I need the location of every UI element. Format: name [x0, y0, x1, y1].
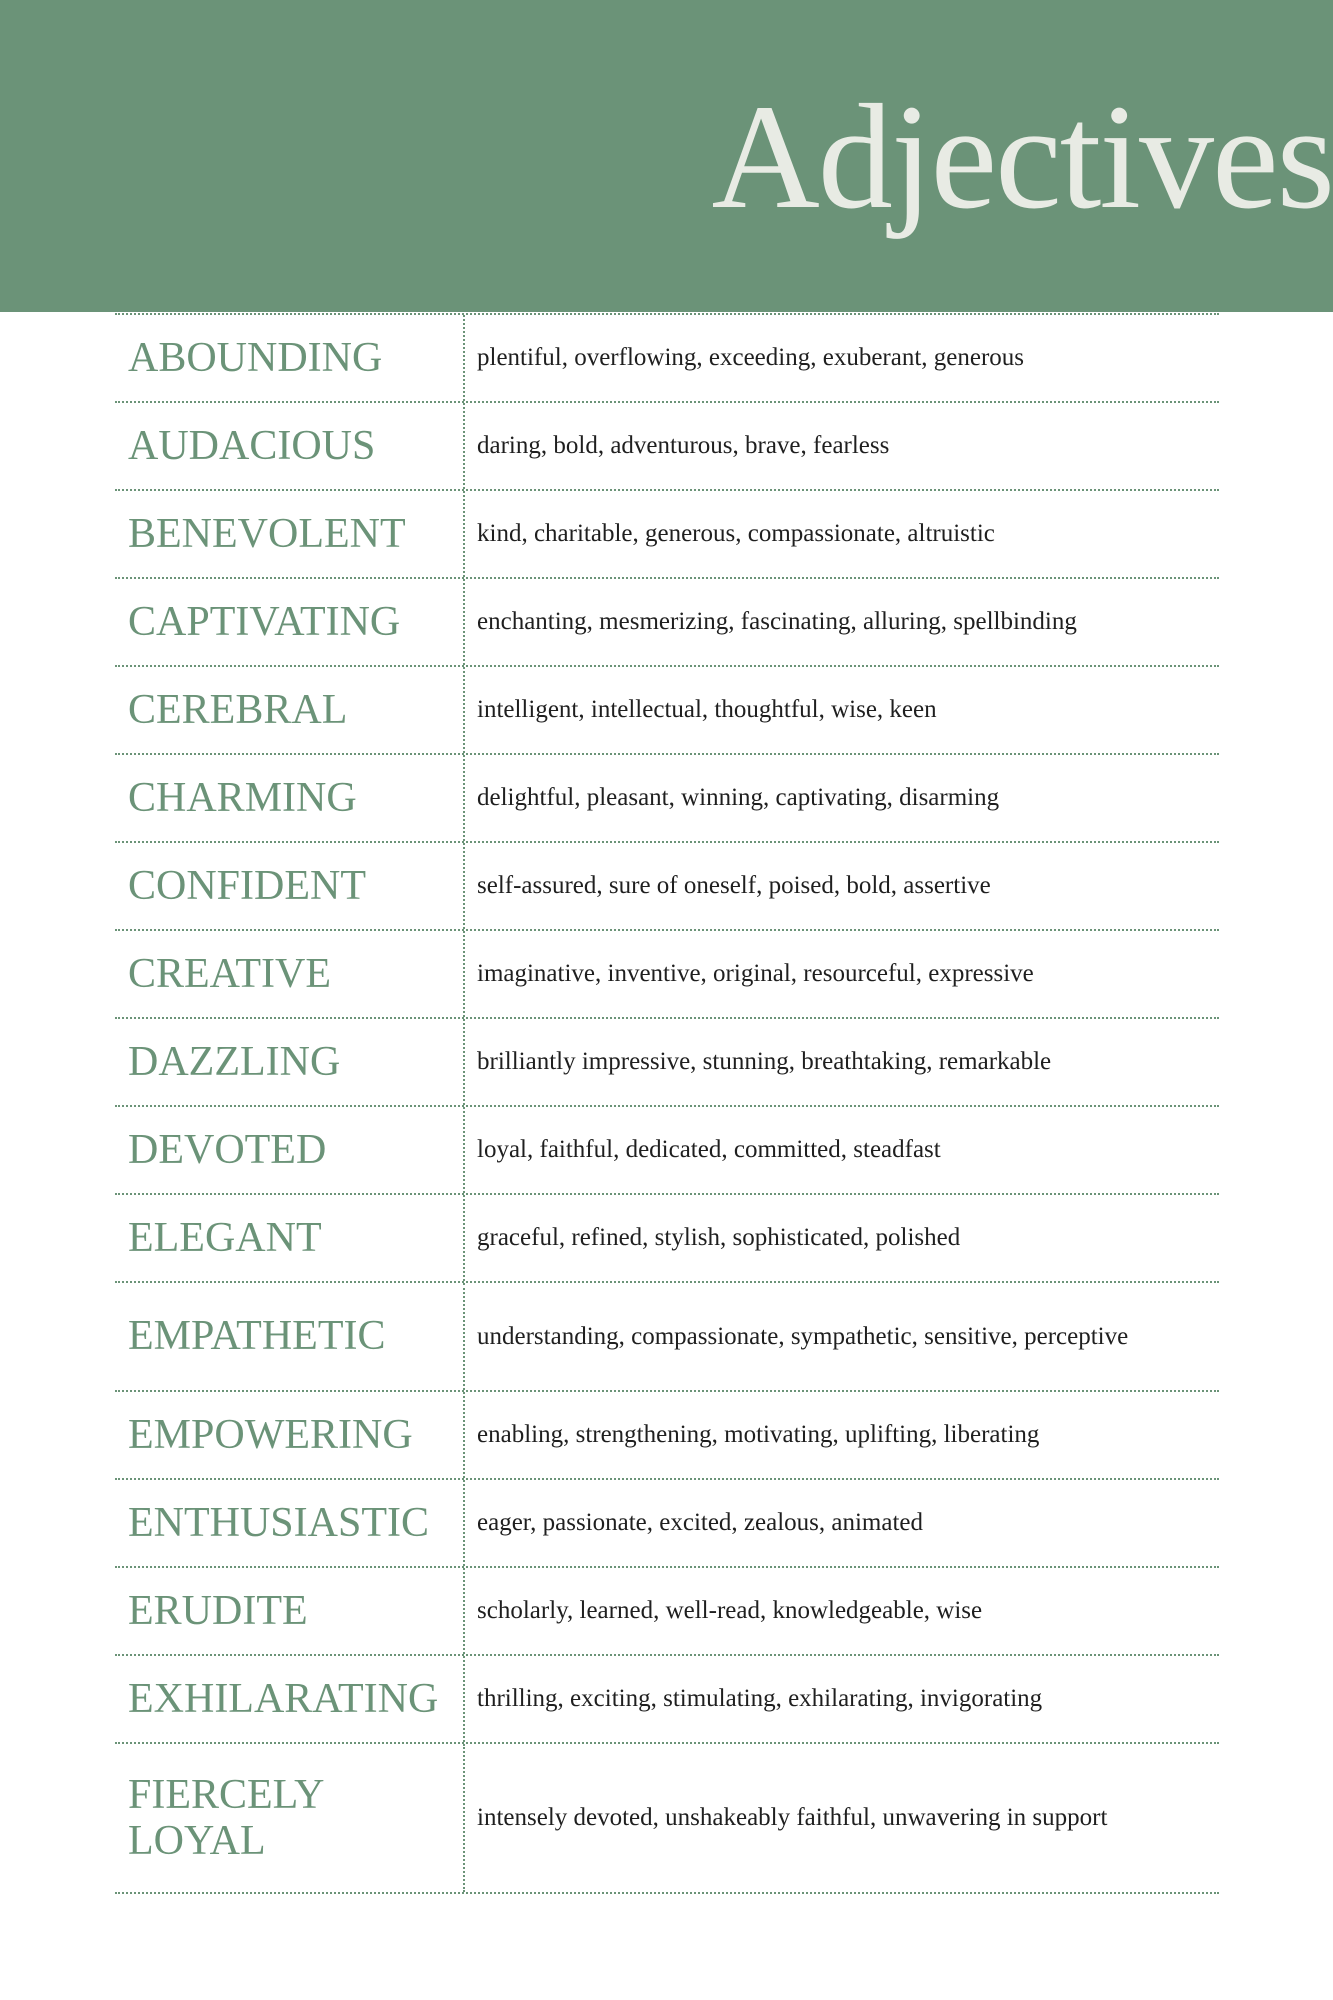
adjective-synonyms: brilliantly impressive, stunning, breathtaking, remarkable	[477, 1048, 1052, 1075]
table-row	[115, 931, 1219, 1019]
adjective-synonyms: eager, passionate, excited, zealous, animated	[477, 1509, 924, 1536]
adjective-synonyms: daring, bold, adventurous, brave, fearless	[477, 432, 890, 459]
adjective-term: ABOUNDING	[115, 315, 465, 401]
adjective-synonyms: intensely devoted, unshakeably faithful, unwavering in support	[477, 1804, 1108, 1831]
adjective-synonyms: enchanting, mesmerizing, fascinating, alluring, spellbinding	[477, 608, 1077, 635]
table-row	[115, 1568, 1219, 1656]
adjective-synonyms: loyal, faithful, dedicated, committed, steadfast	[477, 1136, 941, 1163]
adjective-term: DEVOTED	[115, 1107, 465, 1193]
adjective-term: CONFIDENT	[115, 843, 465, 929]
adjective-term: DAZZLING	[115, 1019, 465, 1105]
adjective-term: BENEVOLENT	[115, 491, 465, 577]
adjective-term: CREATIVE	[115, 931, 465, 1017]
adjective-synonyms: graceful, refined, stylish, sophisticated, polished	[477, 1224, 961, 1251]
table-row	[115, 755, 1219, 843]
table-row	[115, 1019, 1219, 1107]
table-row	[115, 843, 1219, 931]
adjective-term: AUDACIOUS	[115, 403, 465, 489]
table-row	[115, 403, 1219, 491]
adjective-term: EMPATHETIC	[115, 1283, 465, 1390]
table-row	[115, 1283, 1219, 1392]
adjective-synonyms: plentiful, overflowing, exceeding, exuberant, generous	[477, 344, 1025, 371]
table-row	[115, 1480, 1219, 1568]
adjective-synonyms: enabling, strengthening, motivating, uplifting, liberating	[477, 1421, 1040, 1448]
adjective-table	[115, 313, 1219, 1894]
table-row	[115, 1392, 1219, 1480]
header-band	[0, 0, 1333, 312]
adjective-synonyms: intelligent, intellectual, thoughtful, wise, keen	[477, 696, 937, 723]
table-row	[115, 667, 1219, 755]
page-title: Adjectives	[711, 74, 1333, 240]
adjective-synonyms: self-assured, sure of oneself, poised, bold, assertive	[477, 872, 991, 899]
adjective-term: ENTHUSIASTIC	[115, 1480, 465, 1566]
adjective-synonyms: understanding, compassionate, sympathetic, sensitive, perceptive	[477, 1322, 1129, 1350]
adjective-synonyms: thrilling, exciting, stimulating, exhilarating, invigorating	[477, 1685, 1043, 1712]
table-row	[115, 491, 1219, 579]
adjective-term: EMPOWERING	[115, 1392, 465, 1478]
adjective-term: FIERCELY LOYAL	[115, 1744, 465, 1892]
adjective-synonyms: delightful, pleasant, winning, captivating, disarming	[477, 784, 1000, 811]
table-row	[115, 315, 1219, 403]
adjective-synonyms: kind, charitable, generous, compassionate, altruistic	[477, 520, 995, 547]
adjective-term: CHARMING	[115, 755, 465, 841]
adjective-term: ERUDITE	[115, 1568, 465, 1654]
adjective-synonyms: scholarly, learned, well-read, knowledgeable, wise	[477, 1597, 983, 1624]
adjective-synonyms: imaginative, inventive, original, resourceful, expressive	[477, 960, 1034, 987]
table-row	[115, 1195, 1219, 1283]
table-row	[115, 1744, 1219, 1894]
table-row	[115, 1107, 1219, 1195]
table-row	[115, 579, 1219, 667]
table-row	[115, 1656, 1219, 1744]
adjective-term: ELEGANT	[115, 1195, 465, 1281]
adjective-term: CEREBRAL	[115, 667, 465, 753]
adjective-term: CAPTIVATING	[115, 579, 465, 665]
adjective-term: EXHILARATING	[115, 1656, 465, 1742]
